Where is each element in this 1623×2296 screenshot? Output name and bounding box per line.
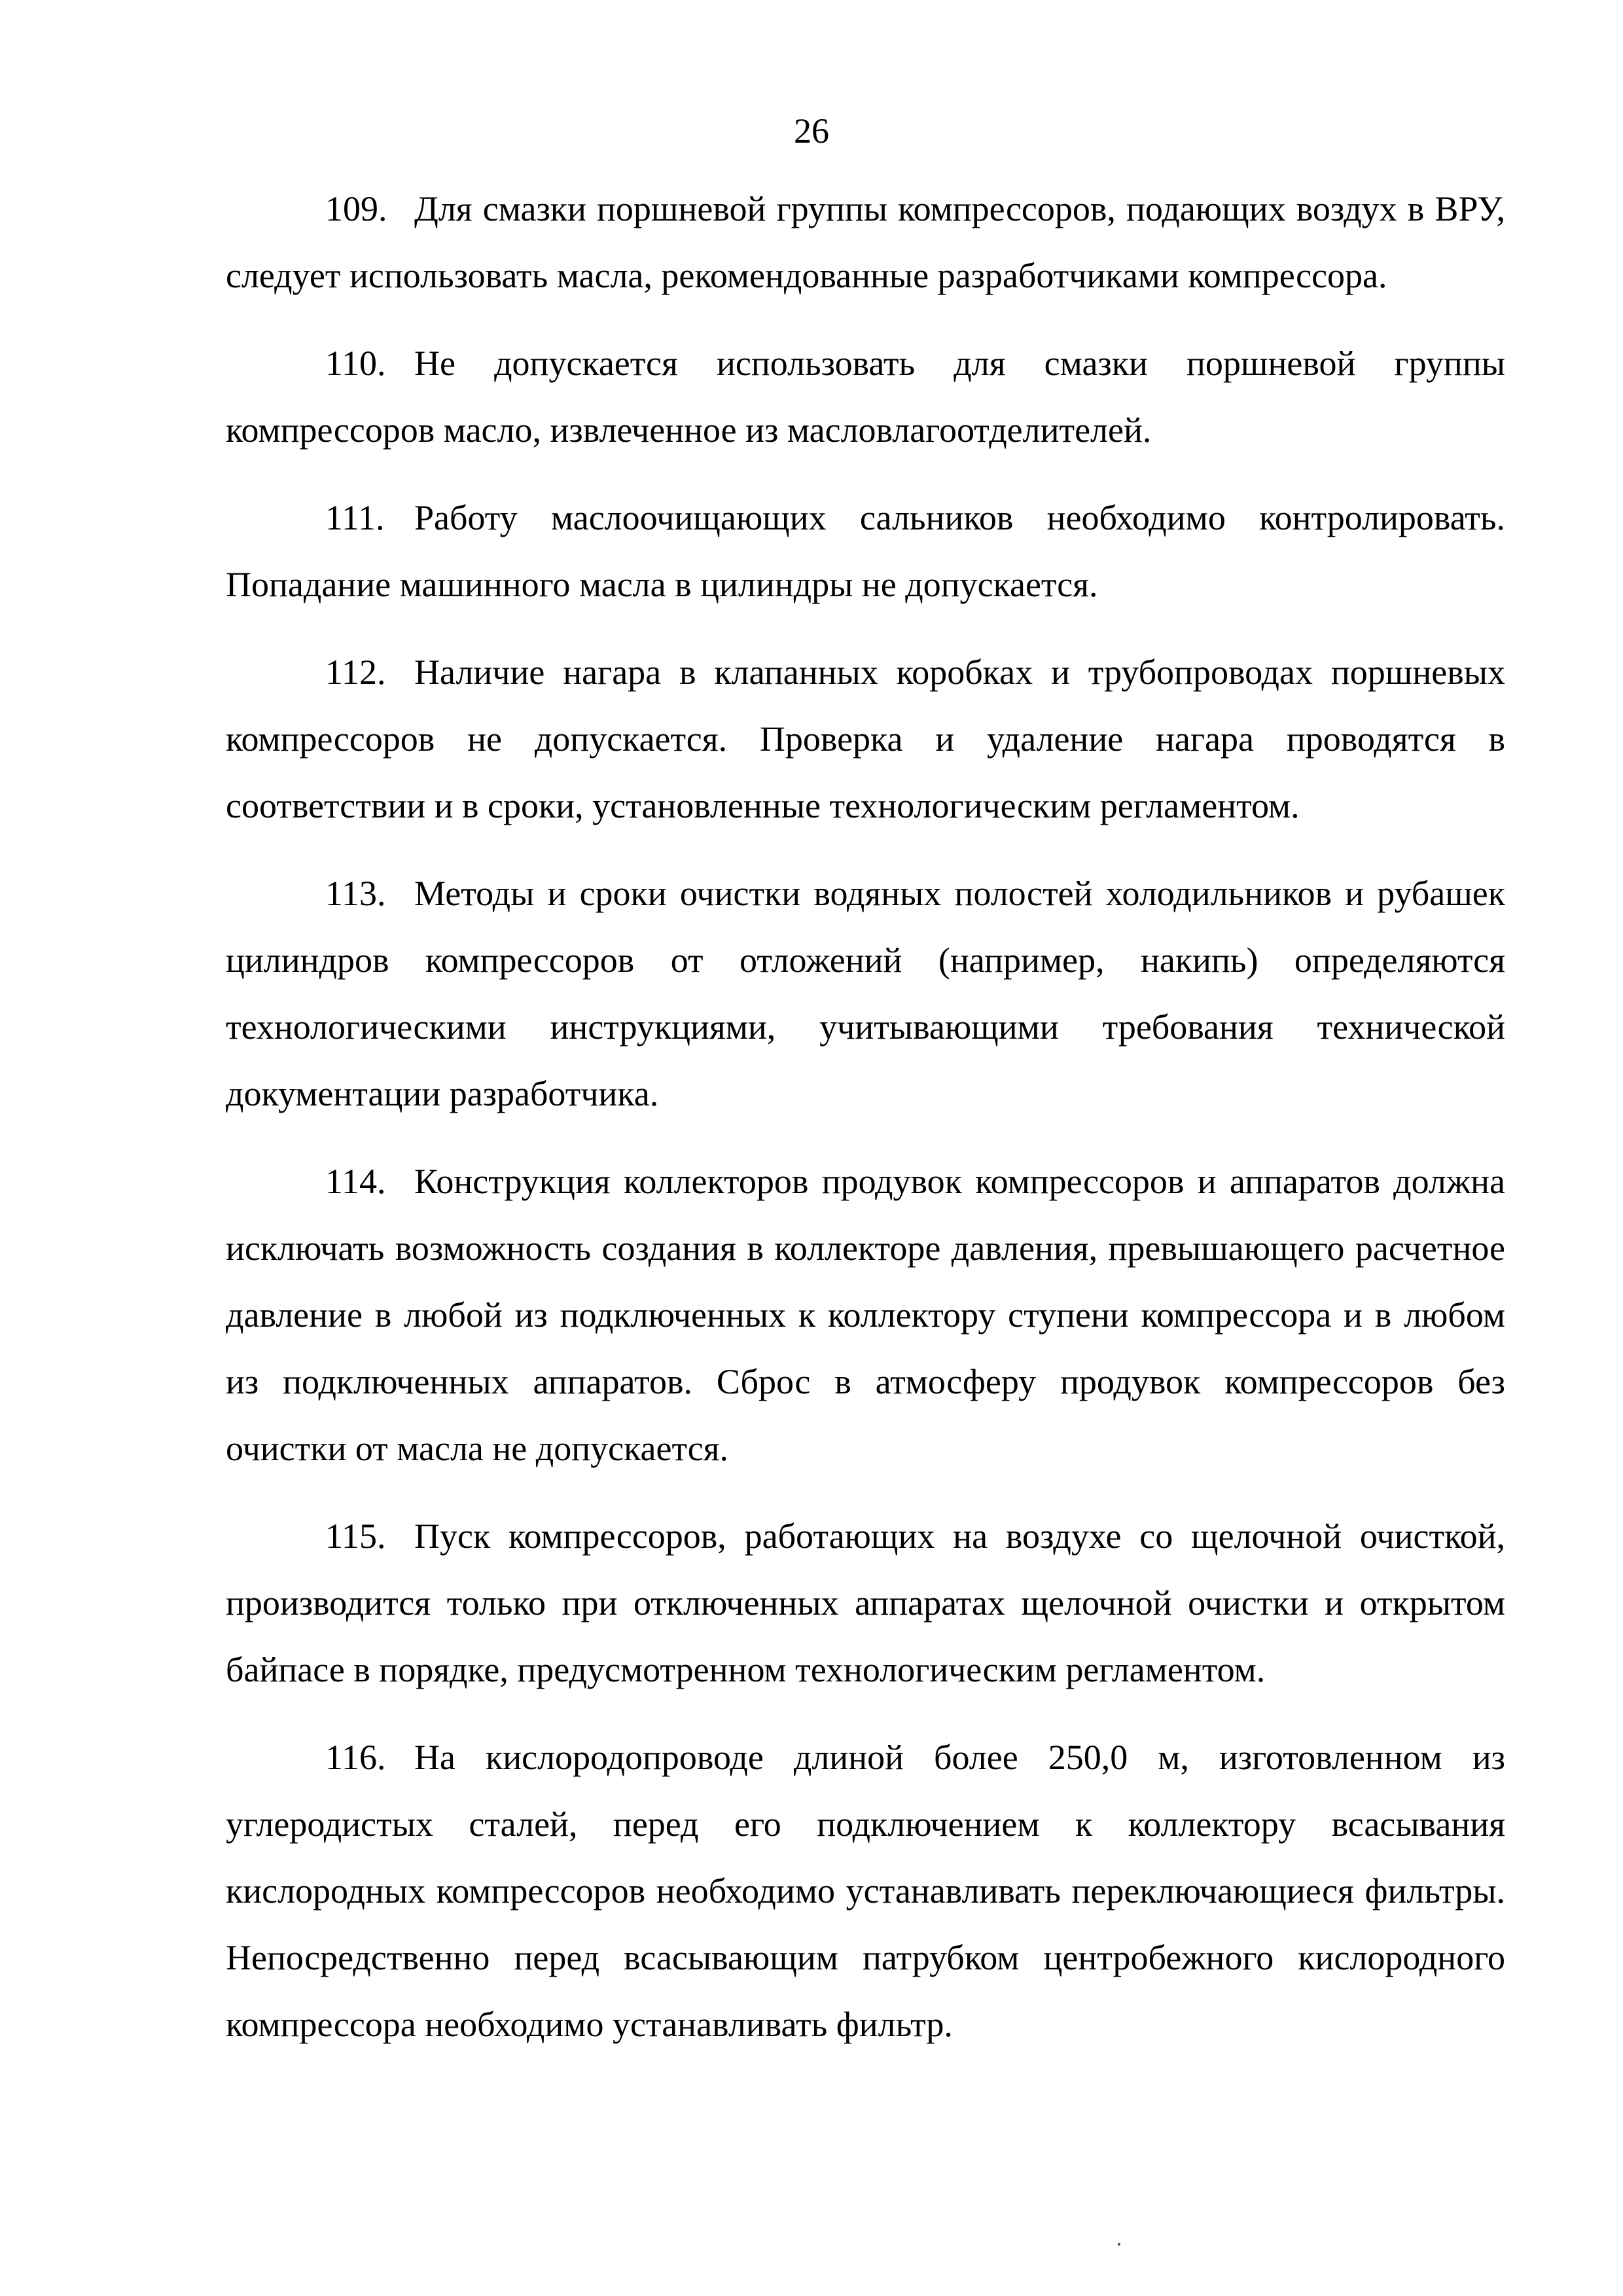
paragraph-113	[226, 860, 1505, 1127]
paragraph-number: 110.	[325, 344, 386, 383]
paragraph-number: 114.	[325, 1162, 386, 1201]
paragraph-number: 116.	[325, 1738, 386, 1777]
paragraph-112	[226, 639, 1505, 839]
paragraph-number: 113.	[325, 874, 386, 913]
paragraph-109	[226, 175, 1505, 309]
paragraph-text: Конструкция коллекторов продувок компрессоров и аппаратов должна исключать возможность создания в коллекторе давления, превышающего расчетное давление в любой из подключенных к коллектору ступени компрессора и в любом из подключенных аппаратов. Сброс в атмосферу продувок компрессоров без очистки от масла не допускается.	[226, 1162, 1505, 1468]
paragraph-115	[226, 1503, 1505, 1703]
paragraph-text: Для смазки поршневой группы компрессоров, подающих воздух в ВРУ, следует использовать масла, рекомендованные разработчиками компрессора.	[226, 189, 1505, 295]
paragraph-text: Наличие нагара в клапанных коробках и трубопроводах поршневых компрессоров не допускается. Проверка и удаление нагара проводятся в соответствии и в сроки, установленные технологическим регламентом.	[226, 653, 1505, 825]
paragraph-number: 112.	[325, 653, 386, 692]
scan-speck	[1118, 2243, 1120, 2246]
paragraph-number: 115.	[325, 1516, 386, 1556]
paragraph-text: Методы и сроки очистки водяных полостей холодильников и рубашек цилиндров компрессоров от отложений (например, накипь) определяются технологическими инструкциями, учитывающими требования технической документации разработчика.	[226, 874, 1505, 1113]
paragraph-text: Не допускается использовать для смазки поршневой группы компрессоров масло, извлеченное из масловлагоотделителей.	[226, 344, 1505, 450]
paragraph-text: Работу маслоочищающих сальников необходимо контролировать. Попадание машинного масла в цилиндры не допускается.	[226, 498, 1505, 604]
paragraph-111	[226, 484, 1505, 618]
document-body	[226, 175, 1505, 2079]
paragraph-110	[226, 330, 1505, 463]
paragraph-number: 111.	[325, 498, 385, 537]
page-number: 26	[794, 111, 829, 151]
paragraph-116	[226, 1724, 1505, 2058]
paragraph-text: Пуск компрессоров, работающих на воздухе со щелочной очисткой, производится только при отключенных аппаратах щелочной очистки и открытом байпасе в порядке, предусмотренном технологическим регламентом.	[226, 1516, 1505, 1689]
paragraph-text: На кислородопроводе длиной более 250,0 м, изготовленном из углеродистых сталей, перед его подключением к коллектору всасывания кислородных компрессоров необходимо устанавливать переключающиеся фильтры. Непосредственно перед всасывающим патрубком центробежного кислородного компрессора необходимо устанавливать фильтр.	[226, 1738, 1505, 2044]
paragraph-number: 109.	[325, 189, 387, 228]
paragraph-114	[226, 1148, 1505, 1482]
